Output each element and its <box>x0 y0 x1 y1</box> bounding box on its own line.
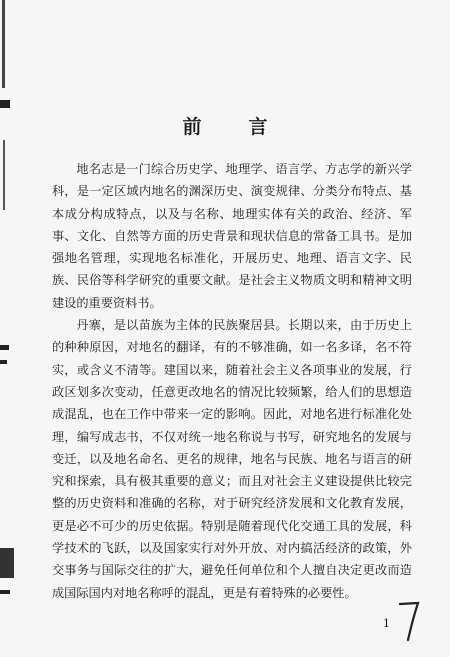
binding-edge-mark <box>3 140 5 210</box>
binding-edge-mark <box>0 100 10 108</box>
paragraph: 地名志是一门综合历史学、地理学、语言学、方志学的新兴学科，是一定区域内地名的渊深历史、演变规律、分类分布特点、基本成分构成特点，以及与名称、地理实体有关的政治、经济、军事、文化、自然等方面的历史背景和现状信息的常备工具书。是加强地名管理，实现地名标准化，开展历史、地理、语言文字、民族、民俗等科学研究的重要文献。是社会主义物质文明和精神文明建设的重要资料书。 <box>52 162 412 310</box>
binding-edge-mark <box>0 548 14 578</box>
binding-edge-mark <box>0 345 9 350</box>
binding-edge-mark <box>0 590 10 594</box>
page-title: 前 言 <box>182 116 282 138</box>
paragraph: 丹寨，是以苗族为主体的民族聚居县。长期以来，由于历史上的种种原因，对地名的翻译，有的不够准确，如一名多译，名不符实，或含义不清等。建国以来，随着社会主义各项事业的发展，行政区划多次变动，任意更改地名的情况比较频繁，给人们的思想造成混乱，也在工作中带来一定的影响。因此，对地名进行标准化处理，编写成志书，不仅对统一地名称说与书写，研究地名的发展与变迁，以及地名命名、更名的规律，地名与民族、地名与语言的研究和探索，具有极其重要的意义；而且对社会主义建设提供比较完整的历史资料和准确的名称，对于研究经济发展和文化教育发展，更是必不可少的历史依据。特别是随着现代化交通工具的发展，科学技术的飞跃，以及国家实行对外开放、对内搞活经济的政策，外交事务与国际交往的扩大，避免任何单位和个人擅自决定更改而造成国际国内对地名称呼的混乱，更是有着特殊的必要性。 <box>52 318 412 600</box>
binding-edge-mark <box>0 360 7 364</box>
body-text <box>52 158 412 604</box>
binding-edge-mark <box>2 0 5 88</box>
handwritten-mark <box>396 600 422 644</box>
page-number: 1 <box>383 617 390 630</box>
